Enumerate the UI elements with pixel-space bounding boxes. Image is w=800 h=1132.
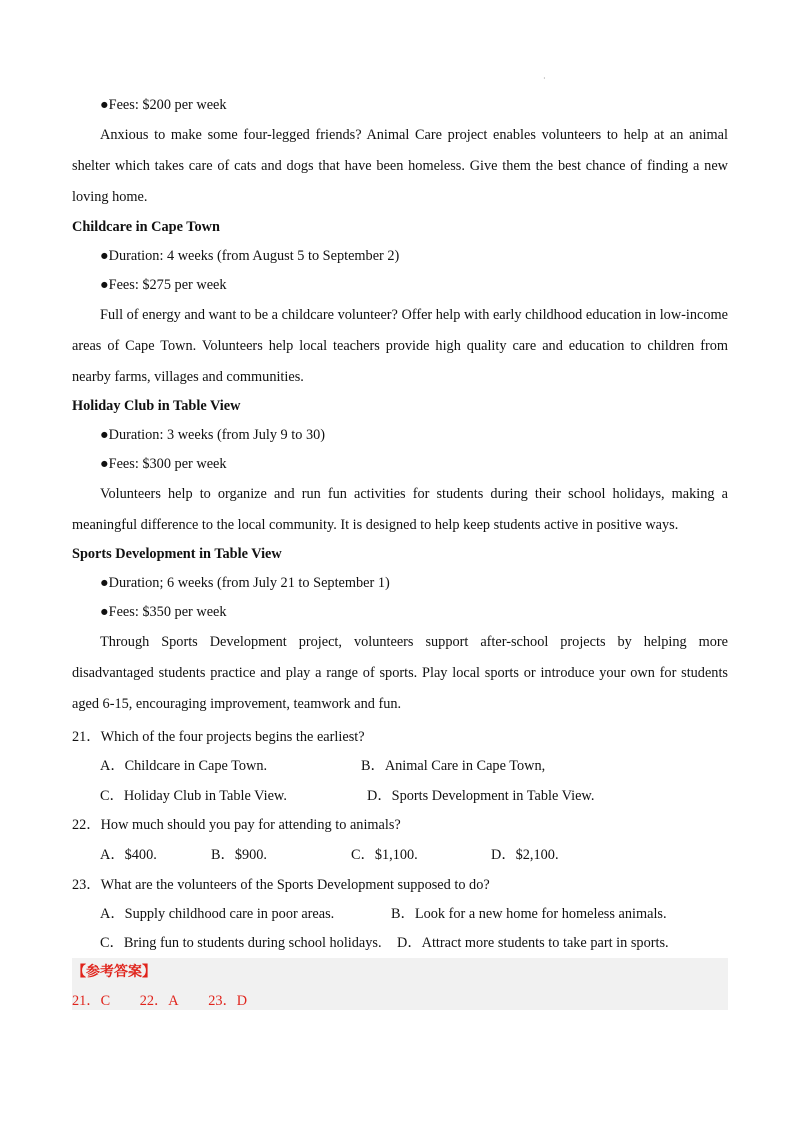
answer-22: 22．A [139,993,179,1009]
question-21-option-d[interactable]: D．Sports Development in Table View. [367,788,595,804]
question-23-option-c[interactable]: C．Bring fun to students during school holidays. [100,935,382,951]
question-23: 23．What are the volunteers of the Sports Development supposed to do? [72,877,490,893]
answer-key-title: 【参考答案】 [72,964,156,980]
holiday-club-description: Volunteers help to organize and run fun activities for students during their school holidays, making a meaningful difference to the local community. It is designed to help keep students active in positive ways. [72,486,728,533]
childcare-title: Childcare in Cape Town [72,219,220,235]
question-22-option-a[interactable]: A．$400. [100,847,157,863]
question-23-option-d[interactable]: D．Attract more students to take part in sports. [397,935,669,951]
page-mark: · [543,74,546,83]
question-21-option-a[interactable]: A．Childcare in Cape Town. [100,758,268,774]
question-22-option-c[interactable]: C．$1,100. [351,847,418,863]
answer-key-line [72,990,273,1010]
question-23-option-b[interactable]: B．Look for a new home for homeless animals. [391,906,667,922]
sports-development-description: Through Sports Development project, volunteers support after-school projects by helping more disadvantaged students practice and play a range of sports. Play local sports or introduce your own for students aged 6-15, encouraging improvement, teamwork and fun. [72,634,728,712]
question-22: 22．How much should you pay for attending to animals? [72,817,401,833]
animal-care-description: Anxious to make some four-legged friends? Animal Care project enables volunteers to help at an animal shelter which takes care of cats and dogs that have been homeless. Give them the best chance of finding a new loving home. [72,127,728,205]
holiday-club-title: Holiday Club in Table View [72,398,241,414]
childcare-fees: ●Fees: $275 per week [100,277,227,293]
childcare-description: Full of energy and want to be a childcare volunteer? Offer help with early childhood education in low-income areas of Cape Town. Volunteers help local teachers provide high quality care and education to children from nearby farms, villages and communities. [72,307,728,385]
sports-development-duration: ●Duration; 6 weeks (from July 21 to September 1) [100,575,390,591]
answer-key-box [72,958,728,1010]
question-21-option-b[interactable]: B．Animal Care in Cape Town, [361,758,546,774]
question-22-option-d[interactable]: D．$2,100. [491,847,559,863]
question-21: 21．Which of the four projects begins the earliest? [72,729,365,745]
question-22-option-b[interactable]: B．$900. [211,847,268,863]
question-23-option-a[interactable]: A．Supply childhood care in poor areas. [100,906,335,922]
holiday-club-duration: ●Duration: 3 weeks (from July 9 to 30) [100,427,326,443]
holiday-club-fees: ●Fees: $300 per week [100,456,227,472]
answer-23: 23．D [208,993,248,1009]
answer-21: 21．C [72,993,111,1009]
animal-care-fees: ●Fees: $200 per week [100,97,227,113]
sports-development-title: Sports Development in Table View [72,546,282,562]
childcare-duration: ●Duration: 4 weeks (from August 5 to September 2) [100,248,400,264]
question-21-option-c[interactable]: C．Holiday Club in Table View. [100,788,287,804]
sports-development-fees: ●Fees: $350 per week [100,604,227,620]
